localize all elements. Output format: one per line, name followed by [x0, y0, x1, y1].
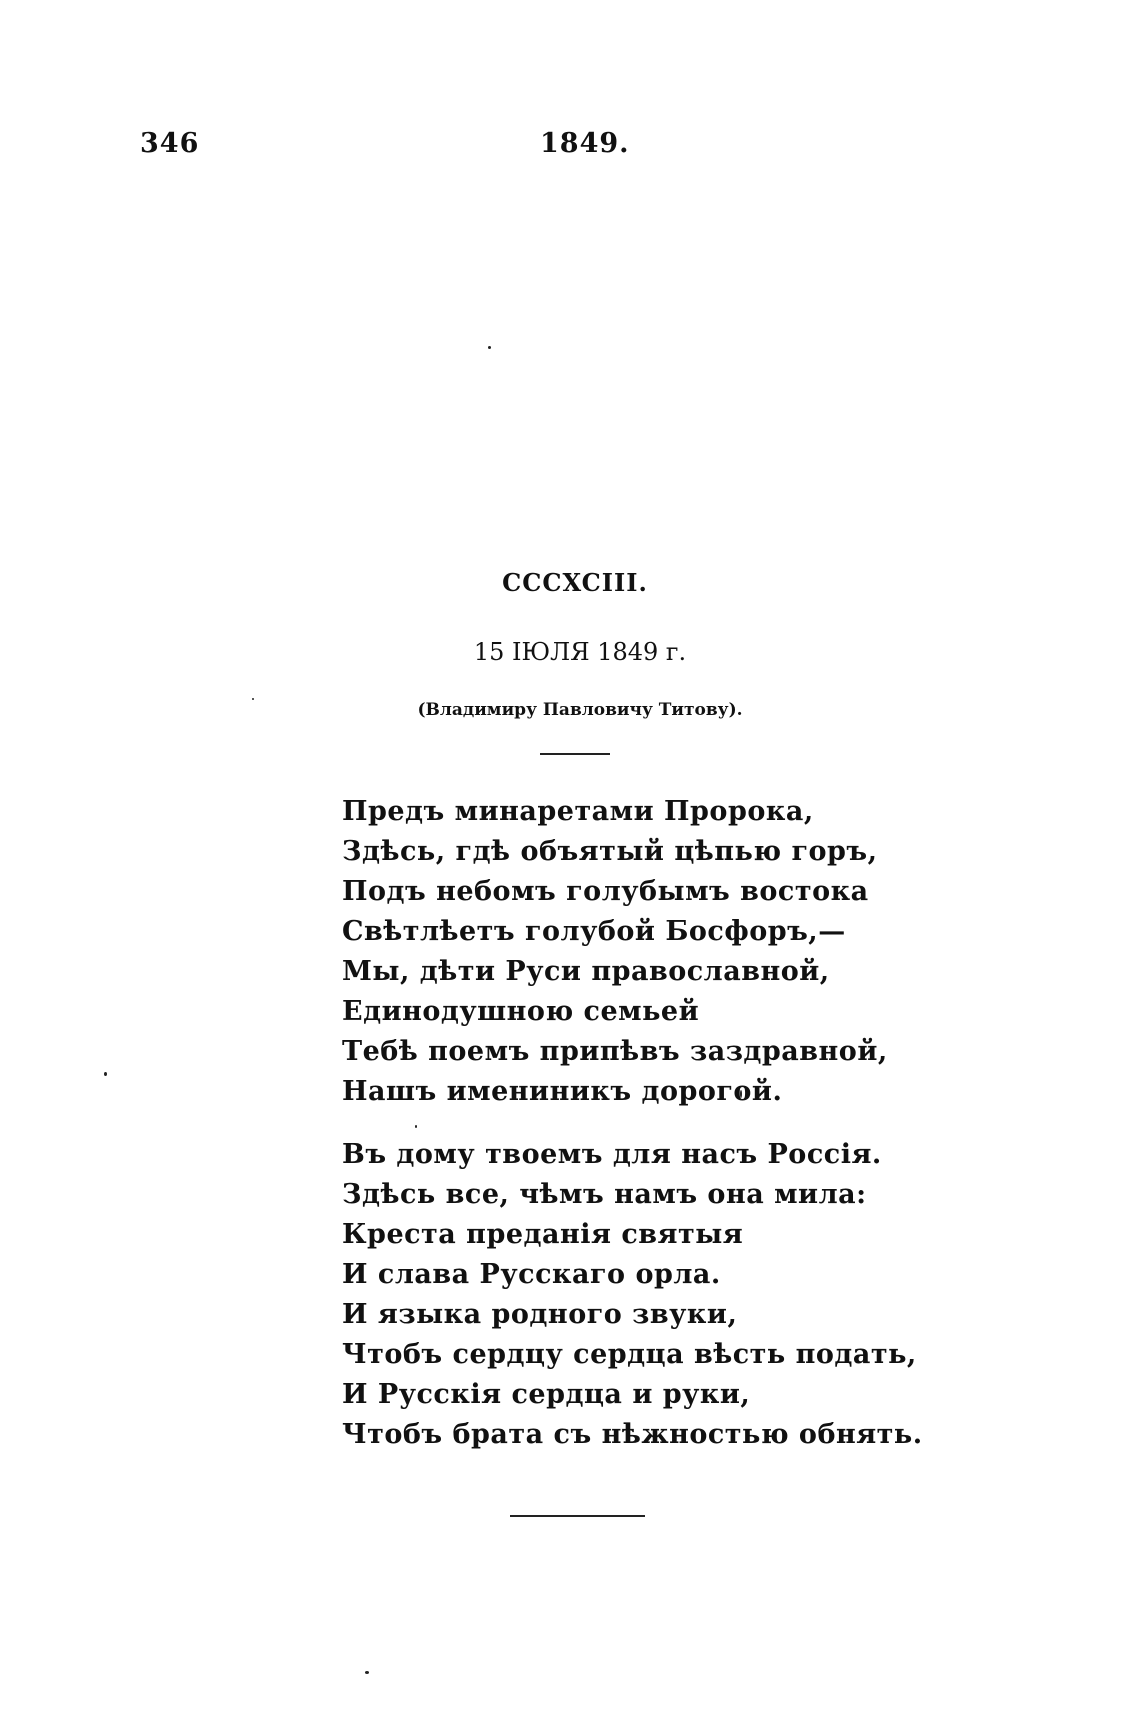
print-speck	[104, 1072, 107, 1076]
poem-line: И языка родного звуки,	[342, 1299, 738, 1330]
poem-line: Подъ небомъ голубымъ востока	[342, 876, 869, 907]
title-divider	[540, 753, 610, 755]
poem-line: Тебѣ поемъ припѣвъ заздравной,	[342, 1036, 888, 1067]
print-speck	[415, 1125, 417, 1128]
poem-line: Здѣсь все, чѣмъ намъ она мила:	[342, 1179, 867, 1210]
poem-line: И слава Русскаго орла.	[342, 1259, 721, 1290]
poem-number: CCCXCIII.	[502, 568, 648, 597]
poem-line: Здѣсь, гдѣ объятый цѣпью горъ,	[342, 836, 878, 867]
poem-line: Нашъ имениникъ дорогой.	[342, 1076, 783, 1107]
print-speck	[365, 1671, 369, 1674]
poem-line: Въ дому твоемъ для насъ Россія.	[342, 1139, 882, 1170]
stanza-2	[342, 1135, 923, 1455]
end-divider	[510, 1515, 645, 1517]
poem-date: 15 ІЮЛЯ 1849 г.	[473, 638, 687, 666]
poem-line: Чтобъ брата съ нѣжностью обнять.	[342, 1419, 923, 1450]
poem-dedication: (Владимиру Павловичу Титову).	[417, 700, 743, 720]
poem-line: Свѣтлѣетъ голубой Босфоръ,—	[342, 916, 846, 947]
poem-line: Единодушною семьей	[342, 996, 700, 1027]
stanza-1	[342, 792, 888, 1112]
poem-line: И Русскія сердца и руки,	[342, 1379, 751, 1410]
print-speck	[488, 346, 491, 349]
poem-line: Предъ минаретами Пророка,	[342, 796, 814, 827]
page-number: 346	[140, 128, 200, 159]
poem-line: Чтобъ сердцу сердца вѣсть подать,	[342, 1339, 917, 1370]
running-header-year: 1849.	[540, 128, 630, 159]
poem-line: Мы, дѣти Руси православной,	[342, 956, 830, 987]
poem-line: Креста преданія святыя	[342, 1219, 744, 1250]
